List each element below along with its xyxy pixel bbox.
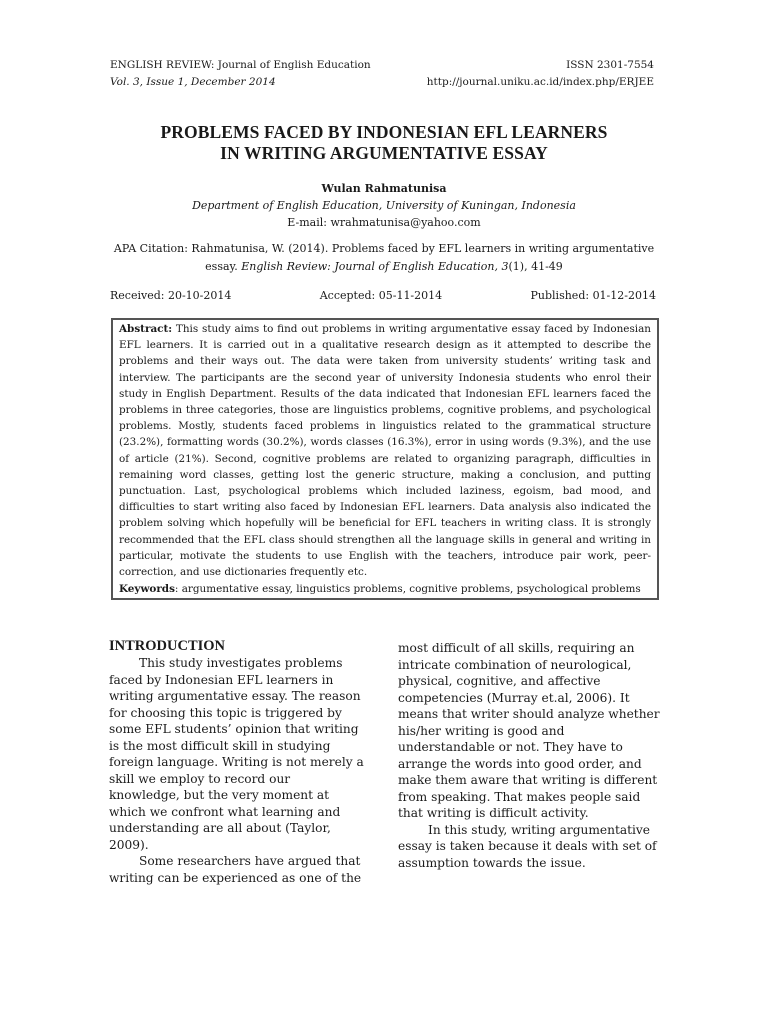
running-header — [110, 57, 654, 91]
keywords-text: : argumentative essay, linguistics problems, cognitive problems, psychological problems — [174, 583, 641, 596]
abstract-paragraph — [119, 320, 651, 580]
section-heading-introduction: INTRODUCTION — [109, 638, 226, 654]
author-affiliation: Department of English Education, University of Kuningan, Indonesia — [192, 199, 576, 212]
keywords-label: Keywords — [119, 583, 175, 596]
author-email[interactable]: E-mail: wrahmatunisa@yahoo.com — [287, 216, 481, 229]
publication-dates — [110, 287, 656, 304]
abstract-box — [111, 318, 659, 600]
apa-citation — [110, 240, 658, 276]
author-name: Wulan Rahmatunisa — [321, 182, 447, 195]
abstract-text: This study aims to find out problems in writing argumentative essay faced by Indonesian EFL learners. It is carried out in a qualitative research design as it attempted to describe the problems and their ways out. The data were taken from university students’ writing task and interview. The participants are the second year of university Indonesia students who enrol their study in English Department. Results of the data indicated that Indonesian EFL learners faced the problems in three categories, those are linguistics problems, cognitive problems, and psychological problems. Mostly, students faced problems in linguistics related to the grammatical structure (23.2%), formatting words (30.2%), words classes (16.3%), error in using words (9.3%), and the use of article (21%). Second, cognitive problems are related to organizing paragraph, difficulties in remaining word classes, getting lost the generic structure, making a conclusion, and putting punctuation. Last, psychological problems which included laziness, egoism, bad mood, and difficulties to start writing also faced by Indonesian EFL learners. Data analysis also indicated the problem solving which hopefully will be beneficial for EFL teachers in writing class. It is strongly recommended that the EFL class should strengthen all the language skills in general and writing in particular, motivate the students to use English with the teachers, introduce pair work, peer-correction, and use dictionaries frequently etc. — [119, 323, 651, 579]
received-date: Received: 20-10-2014 — [110, 289, 232, 302]
title-line-1: PROBLEMS FACED BY INDONESIAN EFL LEARNERS — [160, 122, 608, 142]
accepted-date: Accepted: 05-11-2014 — [319, 289, 443, 302]
intro-paragraph-1: This study investigates problems faced by Indonesian EFL learners in writing argumentative essay. The reason for choosing this topic is triggered by some EFL students’ opinion that writing is the most difficult skill in studying foreign language. Writing is not merely a skill we employ to record our knowledge, but the very moment at which we confront what learning and understanding are all about (Taylor, 2009). — [109, 656, 364, 852]
journal-name: ENGLISH REVIEW: Journal of English Education — [110, 59, 371, 71]
issn: ISSN 2301-7554 — [566, 59, 654, 71]
citation-prefix: APA Citation: Rahmatunisa, W. (2014). Problems faced by EFL learners in writing argumentative essay. — [113, 242, 655, 273]
citation-journal: English Review: Journal of English Education, 3 — [241, 260, 509, 273]
published-date: Published: 01-12-2014 — [530, 289, 656, 302]
right-column — [398, 640, 660, 871]
left-column — [109, 637, 364, 886]
keywords-paragraph — [119, 580, 651, 597]
intro-paragraph-2: Some researchers have argued that writing can be experienced as one of the — [109, 854, 362, 885]
citation-suffix: (1), 41-49 — [508, 260, 563, 273]
abstract-label: Abstract: — [119, 323, 173, 335]
volume-issue: Vol. 3, Issue 1, December 2014 — [110, 76, 276, 88]
intro-paragraph-2-continued: most difficult of all skills, requiring an intricate combination of neurological, physical, cognitive, and affective competencies (Murray et.al, 2006). It means that writer should analyze whether his/her writing is good and understandable or not. They have to arrange the words into good order, and make them aware that writing is different from speaking. That makes people said that writing is difficult activity. — [398, 641, 660, 820]
author-block — [110, 180, 658, 231]
title-line-2: IN WRITING ARGUMENTATIVE ESSAY — [220, 143, 548, 163]
intro-paragraph-3: In this study, writing argumentative essay is taken because it deals with set of assumption towards the issue. — [398, 822, 657, 870]
paper-title — [110, 122, 658, 164]
journal-url[interactable]: http://journal.uniku.ac.id/index.php/ERJEE — [426, 76, 654, 88]
